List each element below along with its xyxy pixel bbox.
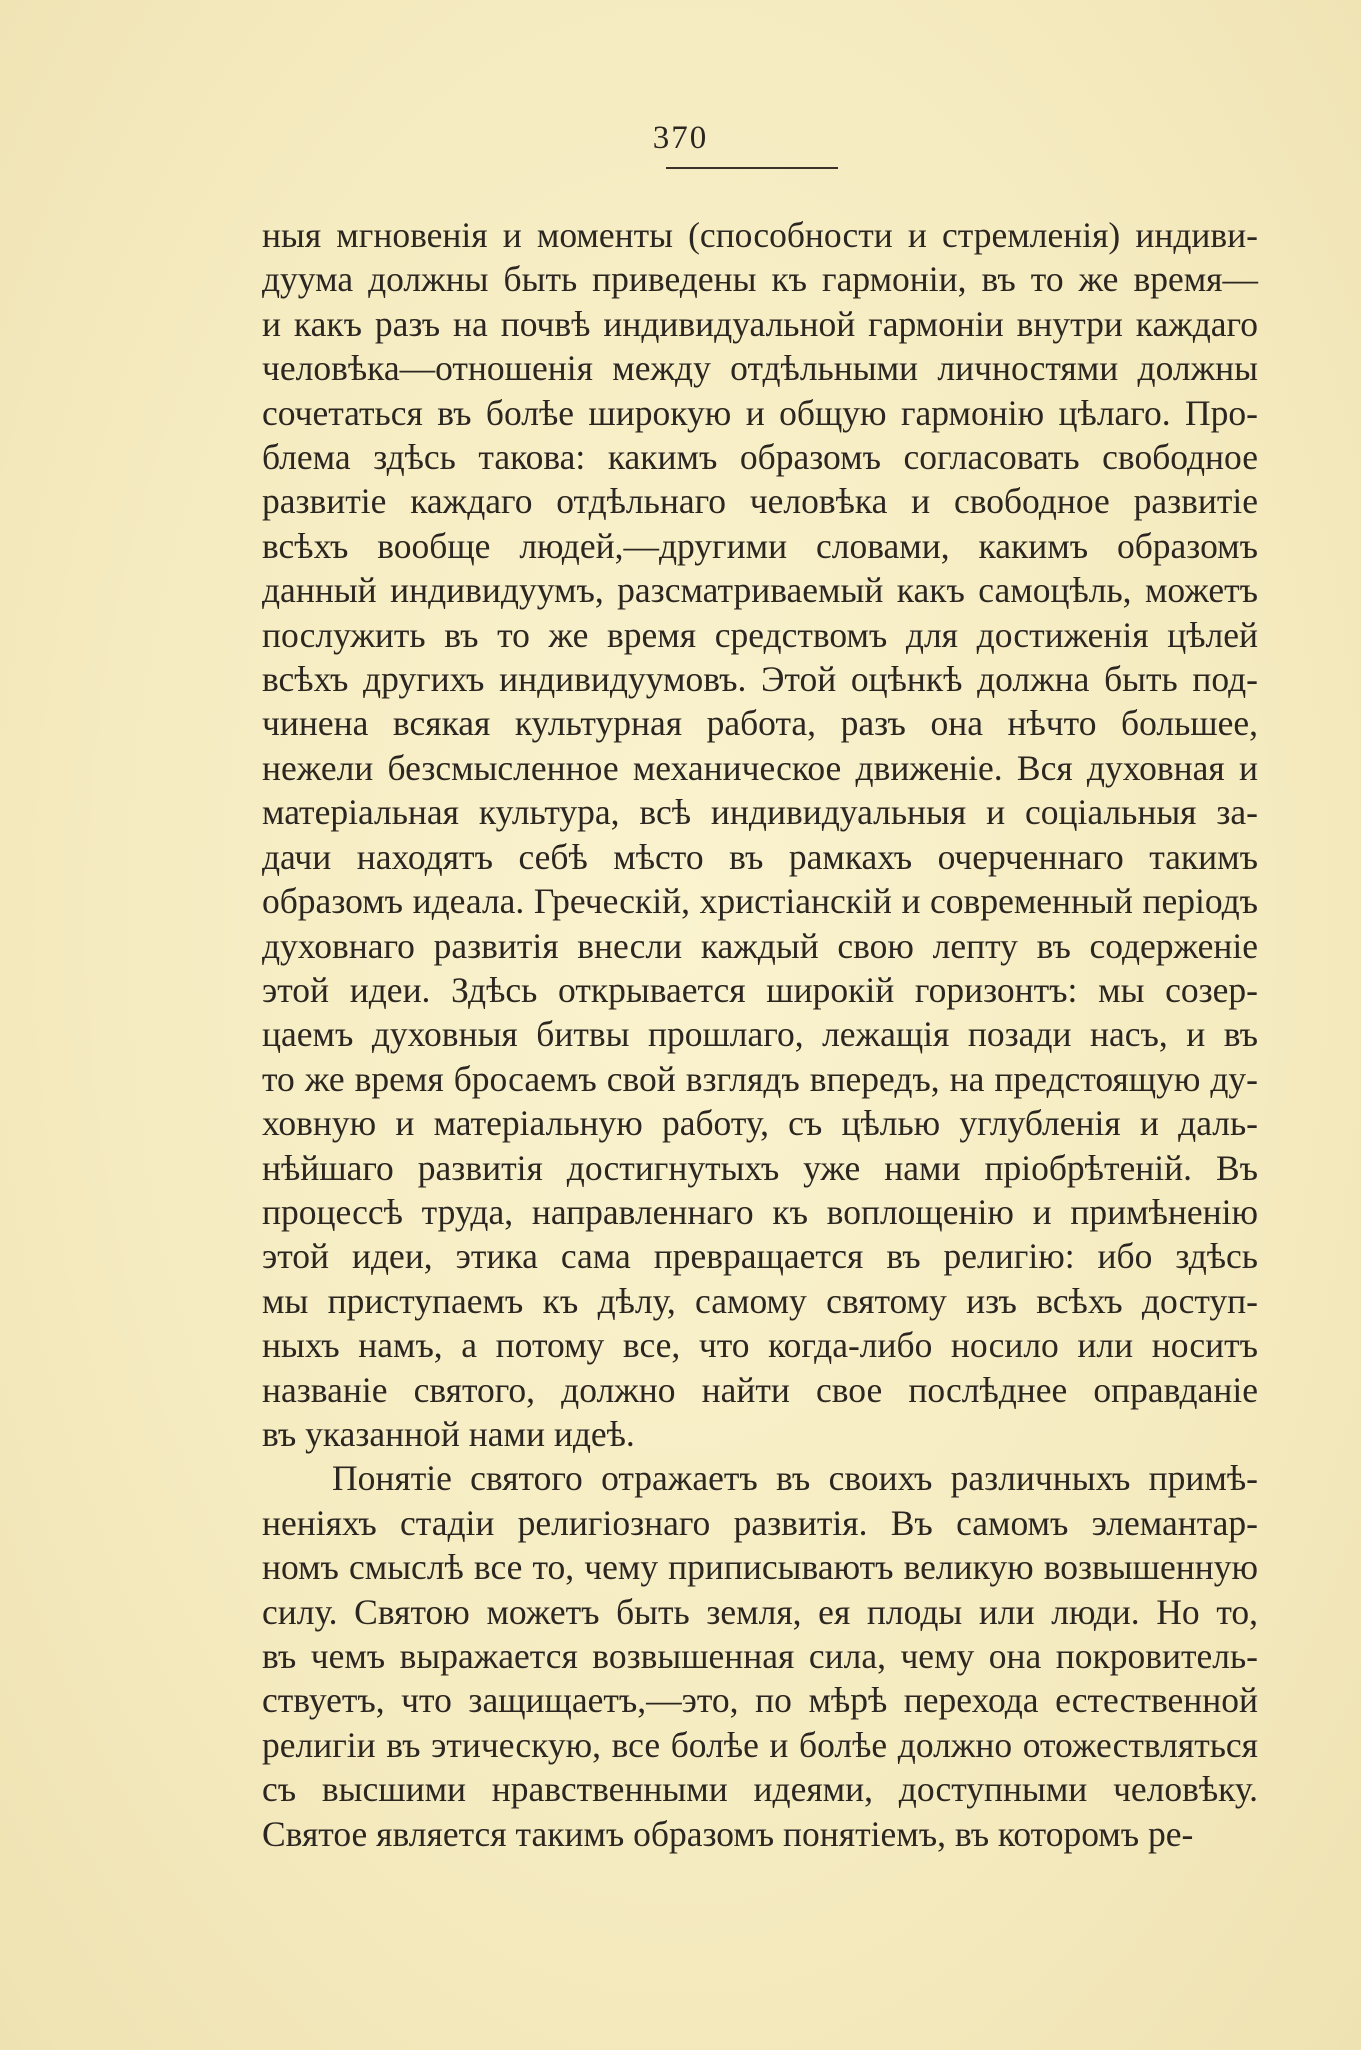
text-line: ныхъ намъ, а потому все, что когда-либо носило или носитъ xyxy=(262,1325,1258,1366)
text-line: силу. Святою можетъ быть земля, ея плоды или люди. Но то, xyxy=(262,1591,1258,1632)
text-line: номъ смыслѣ все то, чему приписываютъ великую возвышенную xyxy=(262,1547,1258,1588)
text-line: дачи находятъ себѣ мѣсто въ рамкахъ очерченнаго такимъ xyxy=(262,836,1258,877)
text-line: цаемъ духовныя битвы прошлаго, лежащія позади насъ, и въ xyxy=(262,1014,1258,1055)
text-line: Святое является такимъ образомъ понятіемъ, въ которомъ ре- xyxy=(262,1813,1194,1854)
text-line: этой идеи. Здѣсь открывается широкій горизонтъ: мы созер- xyxy=(262,969,1258,1010)
text-line: и какъ разъ на почвѣ индивидуальной гармоніи внутри каждаго xyxy=(262,303,1258,344)
text-line: этой идеи, этика сама превращается въ религію: ибо здѣсь xyxy=(262,1236,1258,1277)
text-line: въ указанной нами идеѣ. xyxy=(262,1413,635,1454)
text-line: съ высшими нравственными идеями, доступными человѣку. xyxy=(262,1769,1258,1810)
text-line: матеріальная культура, всѣ индивидуальныя и соціальныя за- xyxy=(262,792,1258,833)
paragraph xyxy=(262,1456,1258,1856)
text-line: образомъ идеала. Греческій, христіанскій и современный періодъ xyxy=(262,881,1258,922)
text-line: нежели безсмысленное механическое движеніе. Вся духовная и xyxy=(262,747,1258,788)
text-line: данный индивидуумъ, разсматриваемый какъ самоцѣль, можетъ xyxy=(262,570,1258,611)
paragraph xyxy=(262,213,1258,1456)
text-line: нѣйшаго развитія достигнутыхъ уже нами пріобрѣтеній. Въ xyxy=(262,1147,1258,1188)
text-line: чинена всякая культурная работа, разъ она нѣчто большее, xyxy=(262,703,1258,744)
text-line: блема здѣсь такова: какимъ образомъ согласовать свободное xyxy=(262,437,1258,478)
text-line: послужить въ то же время средствомъ для достиженія цѣлей xyxy=(262,614,1258,655)
text-line: всѣхъ вообще людей,—другими словами, какимъ образомъ xyxy=(262,525,1258,566)
text-line: развитіе каждаго отдѣльнаго человѣка и свободное развитіе xyxy=(262,481,1258,522)
text-line: то же время бросаемъ свой взглядъ впередъ, на предстоящую ду- xyxy=(262,1058,1258,1099)
text-line: дуума должны быть приведены къ гармоніи, въ то же время— xyxy=(262,259,1258,300)
text-line: всѣхъ другихъ индивидуумовъ. Этой оцѣнкѣ должна быть под- xyxy=(262,659,1258,700)
text-line: процессѣ труда, направленнаго къ воплощенію и примѣненію xyxy=(262,1191,1258,1232)
body-text xyxy=(262,213,1258,1856)
text-line: сочетаться въ болѣе широкую и общую гармонію цѣлаго. Про- xyxy=(262,392,1258,433)
header-rule xyxy=(666,167,838,169)
text-line: въ чемъ выражается возвышенная сила, чему она покровитель- xyxy=(262,1636,1258,1676)
text-line: ныя мгновенія и моменты (способности и стремленія) индиви- xyxy=(262,215,1258,255)
text-line: неніяхъ стадіи религіознаго развитія. Въ самомъ элемантар- xyxy=(262,1502,1258,1543)
text-line: мы приступаемъ къ дѣлу, самому святому изъ всѣхъ доступ- xyxy=(262,1280,1258,1321)
text-line: духовнаго развитія внесли каждый свою лепту въ содерженіе xyxy=(262,925,1258,966)
text-line: человѣка—отношенія между отдѣльными личностями должны xyxy=(262,348,1258,389)
text-line: названіе святого, должно найти свое послѣднее оправданіе xyxy=(262,1369,1258,1410)
text-line: религіи въ этическую, все болѣе и болѣе должно отожествляться xyxy=(262,1724,1258,1765)
text-line: ствуетъ, что защищаетъ,—это, по мѣрѣ перехода естественной xyxy=(262,1680,1258,1721)
text-line: Понятіе святого отражаетъ въ своихъ различныхъ примѣ- xyxy=(332,1458,1258,1499)
page-number: 370 xyxy=(652,120,709,156)
text-line: ховную и матеріальную работу, съ цѣлью углубленія и даль- xyxy=(262,1103,1258,1144)
